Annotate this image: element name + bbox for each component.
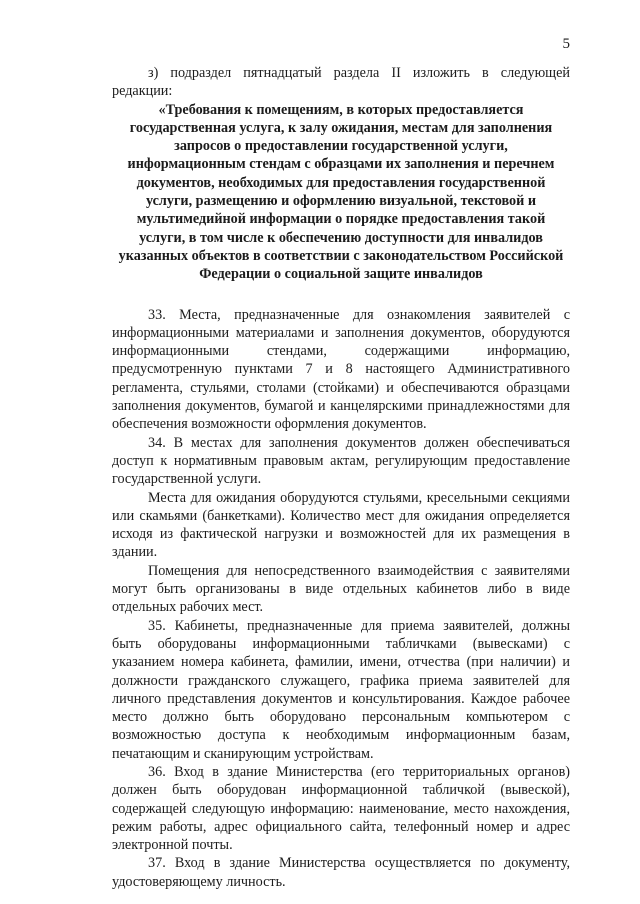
paragraph-waiting-places: Места для ожидания оборудуются стульями, кресельными секциями или скамьями (банкетками). Количество мест для ожидания определяется исходя из фактической нагрузки и возможностей для их размещения в здании. bbox=[112, 489, 570, 561]
page-number: 5 bbox=[562, 36, 570, 52]
paragraph-37: 37. Вход в здание Министерства осуществляется по документу, удостоверяющему личность. bbox=[112, 855, 570, 890]
paragraph-34: 34. В местах для заполнения документов должен обеспечиваться доступ к нормативным правовым актам, регулирующим предоставление государственной услуги. bbox=[112, 434, 570, 488]
document-body bbox=[112, 64, 570, 891]
intro-paragraph: з) подраздел пятнадцатый раздела II изложить в следующей редакции: bbox=[112, 65, 570, 100]
paragraph-36: 36. Вход в здание Министерства (его территориальных органов) должен быть оборудован информационной табличкой (вывеской), содержащей следующую информацию: наименование, место нахождения, режим работы, адрес официального сайта, телефонный номер и адрес электронной почты. bbox=[112, 763, 570, 854]
section-heading: «Требования к помещениям, в которых предоставляется государственная услуга, к залу ожидания, местам для заполнения запросов о предоставлении государственной услуги, информационным стендам с образцами их заполнения и перечнем документов, необходимых для предоставления государственной услуги, размещению и оформлению визуальной, текстовой и мультимедийной информации о порядке предоставления такой услуги, в том числе к обеспечению доступности для инвалидов указанных объектов в соответствии с законодательством Российской Федерации о социальной защите инвалидов bbox=[118, 101, 564, 283]
paragraph-interaction-rooms: Помещения для непосредственного взаимодействия с заявителями могут быть организованы в виде отдельных кабинетов либо в виде отдельных рабочих мест. bbox=[112, 562, 570, 616]
paragraph-35: 35. Кабинеты, предназначенные для приема заявителей, должны быть оборудованы информационными табличками (вывесками) с указанием номера кабинета, фамилии, имени, отчества (при наличии) и должности гражданского служащего, графика приема заявителей для личного представления документов и консультирования. Каждое рабочее место должно быть оборудовано персональным компьютером с возможностью доступа к необходимым информационным базам, печатающим и сканирующим устройствам. bbox=[112, 617, 570, 762]
paragraph-33: 33. Места, предназначенные для ознакомления заявителей с информационными материалами и заполнения документов, оборудуются информационными стендами, содержащими информацию, предусмотренную пунктами 7 и 8 настоящего Административного регламента, стульями, столами (стойками) и обеспечиваются образцами заполнения документов, бумагой и канцелярскими принадлежностями для обеспечения возможности оформления документов. bbox=[112, 306, 570, 433]
